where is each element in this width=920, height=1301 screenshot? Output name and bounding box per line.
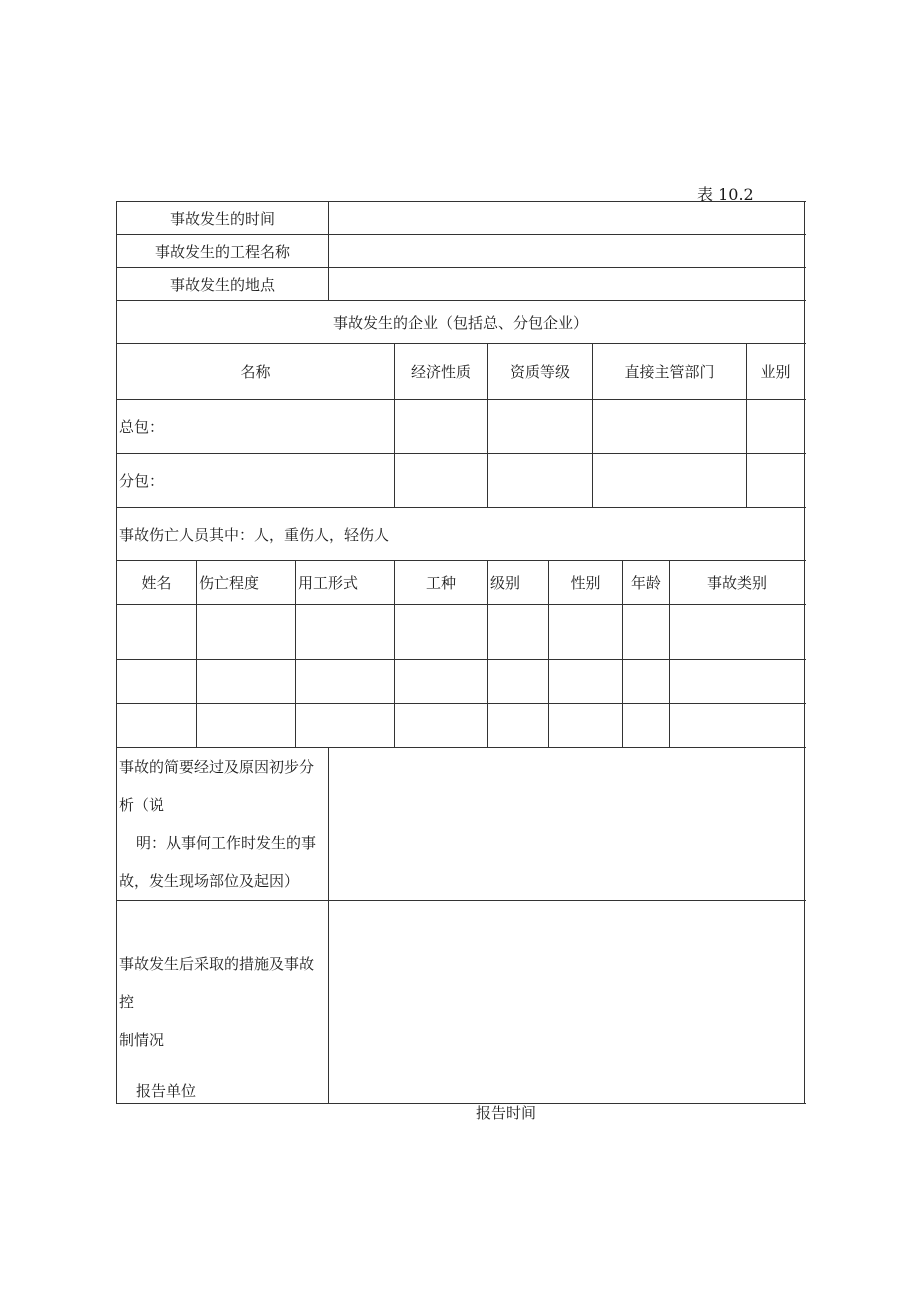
casualty-row [117, 660, 805, 704]
casualty-header-gender: 性别 [549, 561, 623, 605]
casualty-severity-cell[interactable] [197, 605, 296, 660]
subcontractor-industry-cell[interactable] [747, 454, 805, 508]
casualty-header-level: 级别 [488, 561, 549, 605]
location-label: 事故发生的地点 [117, 268, 329, 301]
casualty-age-cell[interactable] [623, 605, 670, 660]
casualty-work-type-cell[interactable] [395, 704, 488, 748]
report-time-label: 报告时间 [476, 1104, 537, 1122]
casualty-level-cell[interactable] [488, 660, 549, 704]
project-name-value-cell[interactable] [329, 235, 805, 268]
casualty-category-cell[interactable] [670, 704, 805, 748]
time-value-cell[interactable] [329, 202, 805, 235]
general-contractor-qualification-cell[interactable] [488, 400, 593, 454]
casualty-employment-cell[interactable] [296, 704, 395, 748]
general-contractor-industry-cell[interactable] [747, 400, 805, 454]
casualty-header-accident-category: 事故类别 [670, 561, 805, 605]
casualty-gender-cell[interactable] [549, 704, 623, 748]
casualty-header-name: 姓名 [117, 561, 197, 605]
casualty-category-cell[interactable] [670, 605, 805, 660]
casualty-work-type-cell[interactable] [395, 605, 488, 660]
subcontractor-department-cell[interactable] [593, 454, 747, 508]
casualty-level-cell[interactable] [488, 605, 549, 660]
casualty-level-cell[interactable] [488, 704, 549, 748]
enterprise-header-supervising-department: 直接主管部门 [593, 344, 747, 400]
accident-analysis-label [117, 748, 329, 901]
general-contractor-department-cell[interactable] [593, 400, 747, 454]
analysis-line-1: 事故的简要经过及原因初步分析（说 [119, 758, 315, 814]
table-number: 表 10.2 [697, 185, 754, 204]
subcontractor-economic-nature-cell[interactable] [395, 454, 488, 508]
casualty-employment-cell[interactable] [296, 605, 395, 660]
analysis-line-3: 故，发生现场部位及起因） [119, 872, 300, 890]
casualty-name-cell[interactable] [117, 660, 197, 704]
enterprise-section-title: 事故发生的企业（包括总、分包企业） [117, 301, 805, 344]
general-contractor-label: 总包： [117, 400, 395, 454]
accident-analysis-value-cell[interactable] [329, 748, 805, 901]
casualty-name-cell[interactable] [117, 605, 197, 660]
measures-label [117, 901, 329, 1104]
general-contractor-economic-nature-cell[interactable] [395, 400, 488, 454]
enterprise-header-qualification-grade: 资质等级 [488, 344, 593, 400]
casualty-gender-cell[interactable] [549, 605, 623, 660]
enterprise-header-industry: 业别 [747, 344, 805, 400]
analysis-line-2: 明：从事何工作时发生的事 [136, 834, 317, 852]
casualty-row [117, 605, 805, 660]
casualty-row [117, 704, 805, 748]
casualty-category-cell[interactable] [670, 660, 805, 704]
casualty-header-employment-type: 用工形式 [296, 561, 395, 605]
subcontractor-label: 分包： [117, 454, 395, 508]
casualty-severity-cell[interactable] [197, 660, 296, 704]
subcontractor-qualification-cell[interactable] [488, 454, 593, 508]
casualty-age-cell[interactable] [623, 704, 670, 748]
casualty-gender-cell[interactable] [549, 660, 623, 704]
casualty-summary: 事故伤亡人员其中：人，重伤人，轻伤人 [117, 508, 805, 561]
project-name-label: 事故发生的工程名称 [117, 235, 329, 268]
location-value-cell[interactable] [329, 268, 805, 301]
casualty-age-cell[interactable] [623, 660, 670, 704]
casualty-name-cell[interactable] [117, 704, 197, 748]
casualty-employment-cell[interactable] [296, 660, 395, 704]
casualty-header-work-type: 工种 [395, 561, 488, 605]
enterprise-header-name: 名称 [117, 344, 395, 400]
casualty-header-age: 年龄 [623, 561, 670, 605]
enterprise-header-economic-nature: 经济性质 [395, 344, 488, 400]
casualty-work-type-cell[interactable] [395, 660, 488, 704]
measures-line-2: 制情况 [119, 1031, 165, 1049]
report-unit-label: 报告单位 [136, 1082, 197, 1100]
casualty-severity-cell[interactable] [197, 704, 296, 748]
casualty-header-severity: 伤亡程度 [197, 561, 296, 605]
time-label: 事故发生的时间 [117, 202, 329, 235]
measures-value-cell[interactable] [329, 901, 805, 1104]
measures-line-1: 事故发生后采取的措施及事故控 [119, 955, 315, 1011]
accident-report-table [116, 201, 805, 1104]
